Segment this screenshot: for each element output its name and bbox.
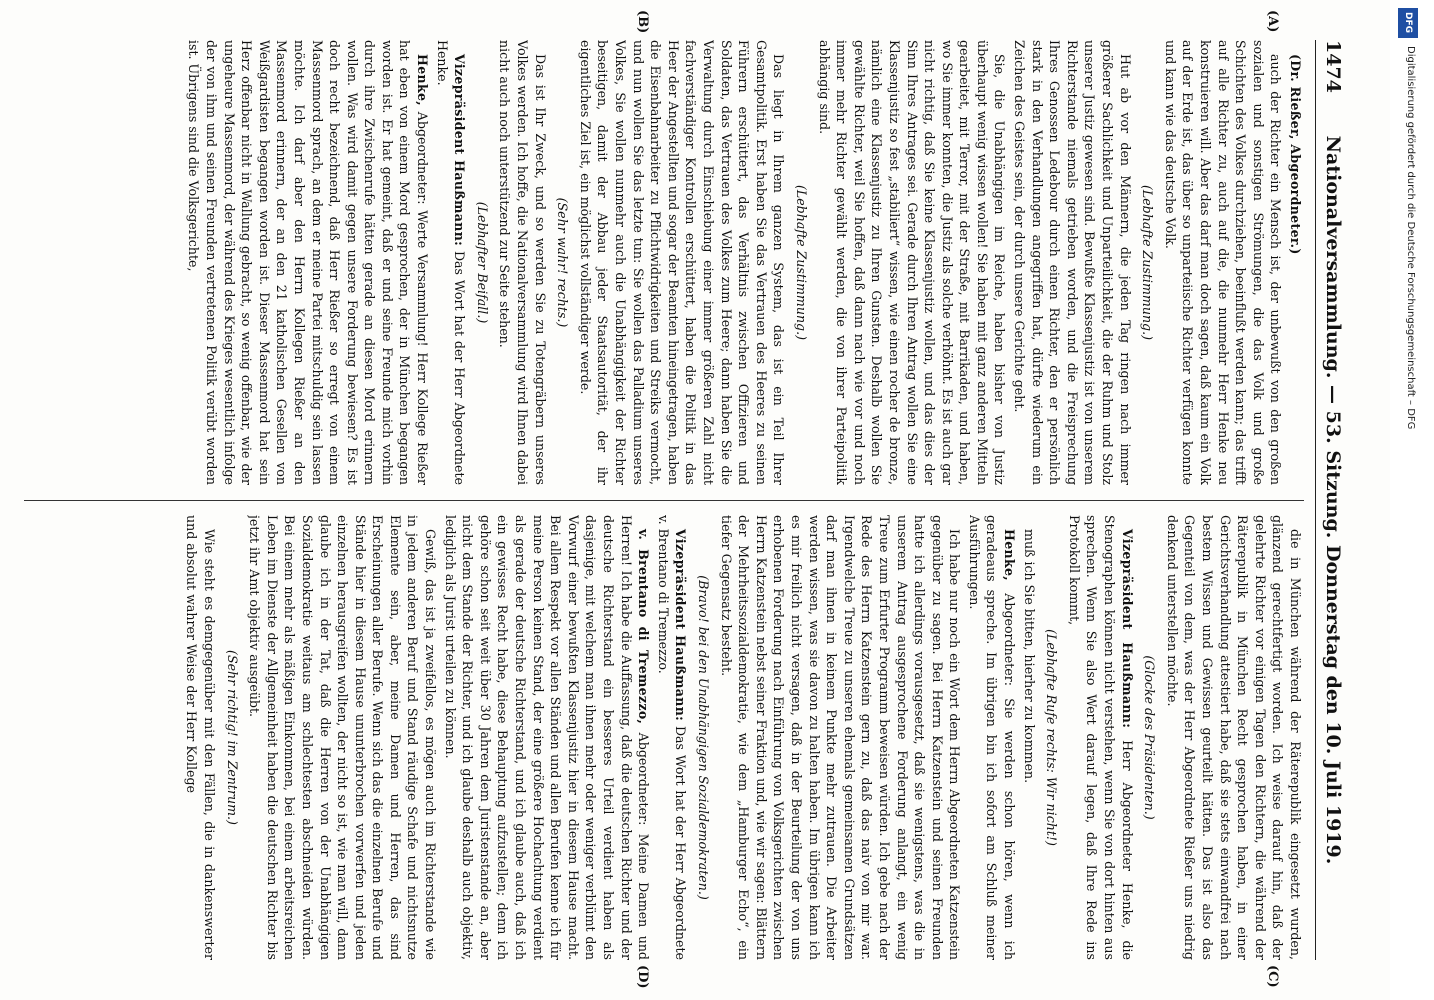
interjection: (Lebhafte Zustimmung.)	[1140, 184, 1156, 341]
paragraph	[433, 40, 468, 485]
speaker-name: Henke,	[1002, 529, 1018, 581]
paragraph-text: Ich habe nur noch ein Wort dem Herrn Abgeordneten Katzenstein gegenüber zu sagen. Bei Herrn Katzenstein und seinen Freunden hatte ich allerdings vorausgesetzt, daß sie wenigstens, was die in unserem Antrag ausgesprochene Forderung anlangt, ein wenig Treue zum Erfurter Programm beweisen würden. Ich gebe nach der Rede des Herrn Katzenstein gern zu, daß das naiv von mir war. Irgendwelche Treue zu unseren ehemals gemeinsamen Grundsätzen darf man ihnen in keinem Punkte mehr zutrauen. Die Arbeiter werden wissen, was sie davon zu halten haben. Im übrigen kann ich es mir freilich nicht versagen, daß in der Beurteilung der von uns erhobenen Forderung nach Einführung von Volksgerichten zwischen Herrn Katzenstein nebst seiner Fraktion und, wie wir sagen: Blättern der Mehrheitssozialdemokratie, wie dem „Hamburger Echo“, ein tiefer Gegensatz besteht.	[718, 515, 963, 960]
paragraph	[1020, 515, 1038, 960]
interjection: (Bravo! bei den Unabhängigen Sozialdemokraten.)	[696, 575, 711, 900]
paragraph	[441, 515, 652, 960]
paragraph	[246, 515, 440, 960]
paragraph-text: Gewiß, das ist ja zweifellos, es mögen auch im Richterstande wie in jedem anderen Beruf und Stand räudige Schafe und nichtsnutze Elemente sein, aber, meine Damen und Herren, das sind Erscheinungen aller Berufe. Wenn sich das die einzelnen Berufe und Stände hier in diesem Hause ununterbrochen vorwerfen und jeden einzelnen herausgreifen wollten, der nicht so ist, wie man will, dann glaube ich in der Tat, daß die Herren von der Unabhängigen Sozialdemokratie weitaus am schlechtesten abschneiden würden. Bei einem mehr als mäßigen Einkommen, bei einem arbeitsreichen Leben im Dienste der Allgemeinheit haben die deutschen Richter bis jetzt ihr Amt objektiv ausgeübt.	[247, 515, 439, 960]
paragraph-text: Abgeordneter: Werte Versammlung! Herr Kollege Rießer hat eben von einem Mord gesprochen, der in München begangen worden ist. Er hat gemeint, daß er und seine Freunde mich vorhin durch ihre Zwischenrufe hätten gerade an diesen Mord erinnern wollen. Was wird damit gegen unsere Forderung bewiesen? Es ist doch recht bezeichnend, daß Herr Rießer so erregt von einem Massenmord sprach, an dem er meine Partei mitschuldig sein lassen möchte. Ich darf aber den Herrn Kollegen Rießer an den Massenmord erinnern, der an den 21 katholischen Gesellen von Weißgardisten begangen worden ist. Dieser Massenmord hat sein Herz offenbar nicht in Wallung gebracht, so wenig offenbar, wie der ungeheure Massenmord, der während des Krieges wesentlich infolge der von ihm und seinen Freunden vertretenen Politik verübt worden ist. Übrigens sind die Volksgerichte,	[186, 40, 431, 485]
interjection: (Lebhafte Rufe rechts: Wir nicht!)	[1044, 629, 1060, 846]
paragraph-text: Abgeordneter: Sie werden schon hören, wenn ich geradeaus spreche. Im übrigen bin ich sofort am Schluß meiner Ausführungen.	[966, 515, 1018, 960]
margin-marker-c: (C)	[1265, 965, 1280, 988]
paragraph-text: Sie, die Unabhängigen im Reiche, haben bisher von Justiz überhaupt wenig wissen wollen! Sie haben mit ganz anderen Mitteln gearbeitet, mit Terror, mit der Straße, mit Barrikaden, und haben, wo Sie immer konnten, die Justiz als solche verhöhnt. Es ist auch gar nicht richtig, daß Sie keine Klassenjustiz wollen, und das dies der Sinn Ihres Antrages sei. Gerade durch Ihren Antrag wollen Sie eine Klassenjustiz so fest „stabiliert“ wissen, wie einen rocher de bronze, nämlich eine Klassenjustiz zu Ihren Gunsten. Deshalb wollen Sie gewählte Richter, weil Sie hoffen, daß dann nach wie vor und noch immer mehr Richter gewählt werden, die von ihrer Parteipolitik abhängig sind.	[816, 40, 1008, 485]
margin-marker-b: (B)	[635, 10, 650, 34]
interjection: (Glocke des Präsidenten.)	[1142, 655, 1158, 820]
dfg-logo-icon: DFG	[1398, 8, 1418, 38]
paragraph	[576, 40, 787, 485]
paragraph-text: Hut ab vor den Männern, die jeden Tag ringen nach immer größerer Sachlichkeit und Unparteilichkeit, die der Ruhm und Stolz unserer Justiz gewesen sind. Bewußte Klassenjustiz ist von unserem Richterstande niemals getrieben worden, und die Freisprechung Ihres Genossen Ledebour durch einen Richter, den er persönlich stark in den Verhandlungen angegriffen hat, dürfte wiederum ein Zeichen des Geistes sein, der durch unsere Gerichte geht.	[1012, 40, 1133, 485]
page-number: 1474	[1322, 40, 1344, 93]
margin-marker-a: (A)	[1265, 10, 1280, 33]
interjection: (Sehr wahr! rechts.)	[555, 197, 571, 328]
paragraph	[183, 515, 218, 960]
paragraph-text: Das ist Ihr Zweck, und so werden Sie zu Totengräbern unseres Volkes werden. Ich hoffe, die Nationalversammlung wird Ihnen dabei nicht auch noch unterstützend zur Seite stehen.	[497, 40, 548, 485]
paragraph-text: Abgeordneter: Meine Damen und Herren! Ich habe die Auffassung, daß die deutschen Richter und der deutsche Richterstand ein besseres Urteil verdient haben als dasjenige, mit welchem man ihnen mehr oder weniger verblümt den Vorwurf einer bewußten Klassenjustiz hier in diesem Hause macht. Bei allem Respekt vor allen Ständen und allen Berufen kenne ich für meine Person keinen Stand, der eine größere Hochachtung verdient als gerade der deutsche Richterstand, und ich glaube auch, daß ich ein gewisses Recht habe, diese Behauptung aufzustellen; denn ich gehöre schon seit weit über 30 Jahren dem Juristenstande an, aber nicht dem Stande der Richter, und ich glaube deshalb auch objektiv, lediglich als Jurist urteilen zu können.	[442, 515, 652, 960]
speaker-name: (Dr. Rießer, Abgeordneter.)	[1288, 54, 1303, 255]
speaker-name: Vizepräsident Haußmann:	[1119, 529, 1135, 729]
margin-marker-d: (D)	[635, 965, 650, 989]
paragraph	[1161, 40, 1284, 485]
paragraph-text: Das Wort hat der Herr Abgeordnete v. Brentano di Tremezzo.	[655, 515, 689, 960]
speaker-name: v. Brentano di Tremezzo,	[636, 529, 652, 725]
speaker-name: Vizepräsident Haußmann:	[673, 529, 689, 722]
digitization-sidebar	[1390, 0, 1434, 1000]
paragraph-text: Herr Abgeordneter Henke, die Stenographen können nicht verstehen, wenn Sie von dort hinten aus sprechen. Wenn Sie also Wert darauf legen, daß Ihre Rede ins Protokoll kommt,	[1066, 515, 1135, 960]
paragraph	[185, 40, 431, 485]
paragraph	[496, 40, 549, 485]
interjection: (Lebhafter Beifall.)	[474, 201, 490, 324]
paragraph-text: muß ich Sie bitten, hierher zu kommen.	[1021, 529, 1037, 784]
paragraph	[1065, 515, 1135, 960]
paragraph-text: die in München während der Räterepublik eingesetzt wurden, glänzend gerechtfertigt worden. Ich weise darauf hin, daß der gelehrte Richter vor einigen Tagen den Richtern, die während der Räterepublik in München Recht gesprochen haben, in einer Gerichtsverhandlung attestiert habe, daß sie stets einwandfrei nach bestem Wissen und Gewissen geurteilt hätten. Das ist also das Gegenteil von dem, was der Herr Abgeordnete Rießer uns niedrig denkend unterstellen möchte.	[1164, 515, 1303, 960]
paragraph	[815, 40, 1009, 485]
paragraph	[654, 515, 689, 960]
interjection: (Sehr richtig! im Zentrum.)	[224, 650, 240, 825]
left-column	[24, 40, 1304, 485]
page-header	[1315, 40, 1350, 960]
speaker-name: Henke,	[415, 54, 431, 106]
right-column	[24, 515, 1304, 960]
paragraph	[1011, 40, 1134, 485]
paragraph-text: auch der Richter ein Mensch ist, der unbewußt von den großen sozialen und sonstigen Strömungen, die das Volk und große Schichten des Volkes durchziehen, beeinflußt werden kann; das trifft auf alle Richter zu, auch auf die, die nunmehr Herr Henke neu konstruieren will. Aber das darf man doch sagen, daß kaum ein Volk auf der Erde ist, das über so unparteiische Richter verfügen konnte und kann wie das deutsche Volk.	[1162, 40, 1284, 485]
paragraph	[717, 515, 963, 960]
paragraph	[965, 515, 1018, 960]
paragraph-text: Das Wort hat der Herr Abgeordnete Henke.	[434, 40, 468, 485]
paragraph-text: Wie steht es demgegenüber mit den Fällen, die in dankenswerter und absolut wahrer Weise der Herr Kollege	[184, 515, 217, 960]
column-divider	[24, 500, 1304, 501]
page-title: Nationalversammlung. — 53. Sitzung. Donnerstag den 10. Juli 1919.	[1322, 135, 1344, 865]
paragraph-text: Das liegt in Ihrem ganzen System, das ist ein Teil Ihrer Gesamtpolitik. Erst haben Sie das Vertrauen des Heeres zu seinen Führern erschüttert, das Verhältnis zwischen Offizieren und Soldaten, das Vertrauen des Volkes zum Heere; dann haben Sie die Verwaltung durch Einschiebung einer immer größeren Zahl nicht fachverständiger Kontrollen erschüttert, haben die Politik in das Heer der Angestellten und sogar der Beamten hineingetragen, haben die Eisenbahnarbeiter zu Pflichtwidrigkeiten und Streiks vermocht, und nun wollen Sie das letzte tun: Sie wollen das Palladium unseres Volkes, Sie wollen nunmehr auch die Unabhängigkeit der Richter beseitigen, damit der Abbau jeder Staatsautorität, der ihr eigentliches Ziel ist, ein möglichst vollständiger werde.	[577, 40, 787, 485]
paragraph	[1286, 40, 1304, 485]
paragraph	[1163, 515, 1304, 960]
speaker-name: Vizepräsident Haußmann:	[452, 54, 468, 247]
funding-note: Digitalisierung gefördert durch die Deutsche Forschungsgemeinschaft – DFG	[1405, 46, 1416, 430]
interjection: (Lebhafte Zustimmung.)	[793, 184, 809, 341]
